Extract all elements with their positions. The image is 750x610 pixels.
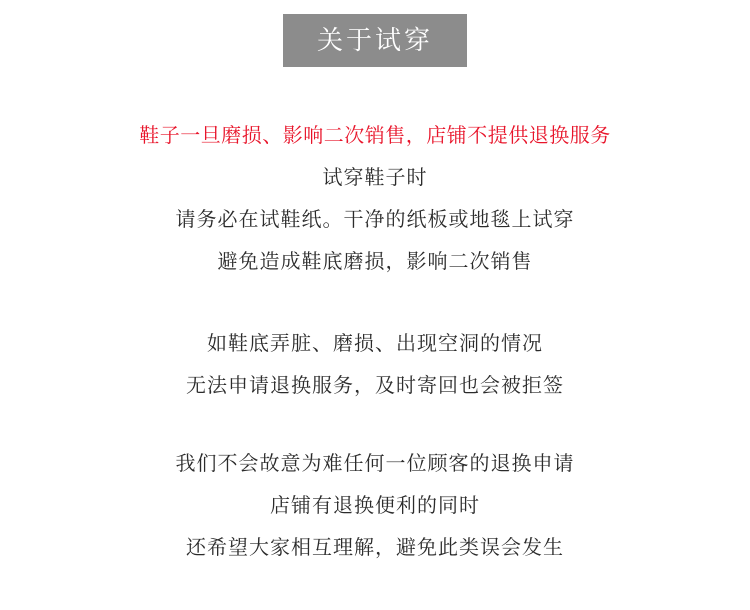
notice-group-closing — [0, 443, 750, 569]
notice-group-primary — [0, 115, 750, 283]
notice-group-damage — [0, 323, 750, 407]
notice-line: 避免造成鞋底磨损，影响二次销售 — [217, 251, 533, 273]
notice-line: 试穿鞋子时 — [322, 167, 428, 189]
section-spacer — [0, 407, 750, 443]
section-spacer — [0, 283, 750, 323]
page-title: 关于试穿 — [283, 14, 467, 67]
notice-line: 店铺有退换便利的同时 — [270, 495, 480, 517]
notice-line: 请务必在试鞋纸。干净的纸板或地毯上试穿 — [175, 209, 575, 231]
header-area — [0, 0, 750, 67]
content-area — [0, 115, 750, 569]
notice-line: 还希望大家相互理解，避免此类误会发生 — [186, 537, 564, 559]
notice-line: 如鞋底弄脏、磨损、出现空洞的情况 — [207, 333, 543, 355]
notice-line: 无法申请退换服务，及时寄回也会被拒签 — [186, 375, 564, 397]
notice-line: 我们不会故意为难任何一位顾客的退换申请 — [175, 453, 575, 475]
warning-line: 鞋子一旦磨损、影响二次销售，店铺不提供退换服务 — [139, 125, 611, 147]
